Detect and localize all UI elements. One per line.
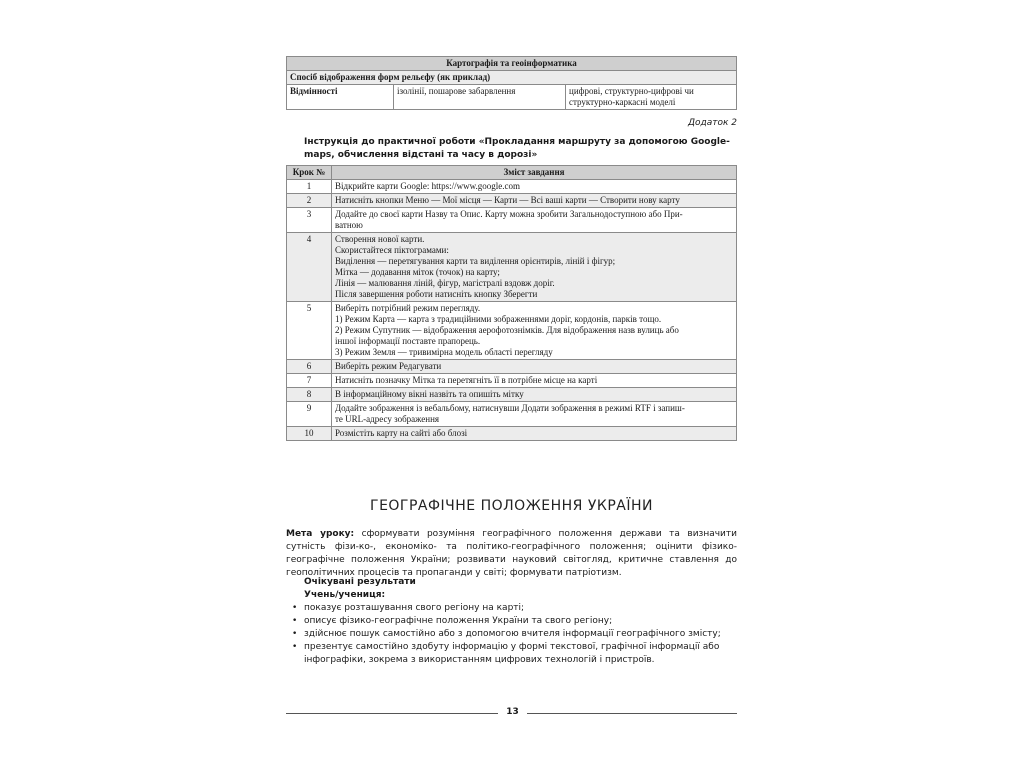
step-content-line: Виберіть режим Редагувати [335,361,442,371]
annex-label: Додаток 2 [687,118,737,128]
step-number: 2 [287,194,332,208]
results-list [290,602,737,667]
bullet-icon: • [292,642,298,652]
goal-label: Мета уроку: [286,529,355,539]
step-content [332,194,737,208]
cartography-table [286,56,737,110]
step-content [332,374,737,388]
step-content-line: те URL-адресу зображення [335,414,440,424]
step-content-line: 1) Режим Карта — карта з традиційними зображеннями доріг, кордонів, парків тощо. [335,314,662,324]
step-content-line: 3) Режим Земля — тривимірна модель області перегляду [335,347,553,357]
bullet-icon: • [292,629,298,639]
results-heading: Очікувані результати [304,577,416,587]
step-content-line: ватною [335,220,363,230]
list-item [290,615,737,628]
table-row [287,180,737,194]
step-content-line: Скористайтеся піктограмами: [335,245,449,255]
step-content-line: Розмістіть карту на сайті або блозі [335,428,468,438]
step-content-line: Додайте до своєї карти Назву та Опис. Карту можна зробити Загальнодоступною або При- [335,209,683,219]
list-item [290,628,737,641]
list-item-text: описує фізико-географічне положення України та свого регіону; [304,616,613,626]
step-content [332,180,737,194]
page-number: 13 [506,707,519,717]
differences-col2: ізолінії, пошарове забарвлення [394,85,566,110]
goal-text: сформувати розуміння географічного положення держави та визначити сутність фізи-ко-, економіко- та політико-географічного положення; оцінити фізико-географічне положення України; розвивати науковий світогляд, критичне ставлення до геополітичних процесів та пропаганди у світі; формувати патріотизм. [286,529,737,578]
step-content-line: Відкрийте карти Google: https://www.google.com [335,181,521,191]
list-item-text: здійснює пошук самостійно або з допомогою вчителя інформації географічного змісту; [304,629,721,639]
step-number: 3 [287,208,332,233]
step-number: 4 [287,233,332,302]
footer-rule-left [286,713,498,714]
table-row [287,374,737,388]
step-content [332,208,737,233]
table-row [287,402,737,427]
step-content-line: 2) Режим Супутник — відображення аерофотознімків. Для відображення назв вулиць або [335,325,679,335]
step-content-line: Лінія — малювання ліній, фігур, магістралі вздовж доріг. [335,278,555,288]
list-item [290,641,737,667]
table-row [287,208,737,233]
step-column-header: Крок № [287,166,332,180]
step-content-line: Натисніть кнопки Меню — Мої місця — Карти — Всі ваші карти — Створити нову карту [335,195,680,205]
step-content [332,427,737,441]
step-number: 7 [287,374,332,388]
lesson-goal [286,528,737,580]
table-row [287,302,737,360]
differences-col3: цифрові, структурно-цифрові чи структурно-каркасні моделі [566,85,737,110]
step-content-line: Мітка — додавання міток (точок) на карту; [335,267,500,277]
cartography-table-header: Картографія та геоінформатика [287,57,737,71]
footer-rule-right [527,713,737,714]
step-content-line: В інформаційному вікні назвіть та опишіть мітку [335,389,524,399]
step-content [332,388,737,402]
step-content-line: Виберіть потрібний режим перегляду. [335,303,481,313]
table-row [287,233,737,302]
results-subheading: Учень/учениця: [304,590,386,600]
step-number: 10 [287,427,332,441]
bullet-icon: • [292,616,298,626]
step-number: 6 [287,360,332,374]
step-number: 9 [287,402,332,427]
cartography-table-subheader: Спосіб відображення форм рельєфу (як приклад) [287,71,737,85]
step-content-line: Натисніть позначку Мітка та перетягніть її в потрібне місце на карті [335,375,598,385]
section-title: ГЕОГРАФІЧНЕ ПОЛОЖЕННЯ УКРАЇНИ [370,498,653,514]
step-content [332,402,737,427]
step-content [332,360,737,374]
step-content-line: Після завершення роботи натисніть кнопку Зберегти [335,289,538,299]
differences-label: Відмінності [287,85,394,110]
step-content [332,302,737,360]
table-row [287,388,737,402]
content-column-header: Зміст завдання [332,166,737,180]
steps-table [286,165,737,441]
list-item-text: презентує самостійно здобуту інформацію у формі текстової, графічної інформації або інфографіки, зокрема з використанням цифрових технологій і пристроїв. [304,642,720,665]
expected-results [304,576,734,602]
bullet-icon: • [292,603,298,613]
table-row [287,360,737,374]
step-number: 5 [287,302,332,360]
step-number: 8 [287,388,332,402]
list-item-text: показує розташування свого регіону на карті; [304,603,525,613]
step-content-line: Виділення — перетягування карти та виділення орієнтирів, ліній і фігур; [335,256,616,266]
step-content-line: іншої інформації поставте прапорець. [335,336,481,346]
list-item [290,602,737,615]
step-content [332,233,737,302]
table-row [287,194,737,208]
step-number: 1 [287,180,332,194]
instruction-title: Інструкція до практичної роботи «Прокладання маршруту за допомогою Google-maps, обчислення відстані та часу в дорозі» [304,137,730,160]
step-content-line: Створення нової карти. [335,234,425,244]
table-row [287,427,737,441]
step-content-line: Додайте зображення із вебальбому, натиснувши Додати зображення в режимі RTF і запиш- [335,403,685,413]
